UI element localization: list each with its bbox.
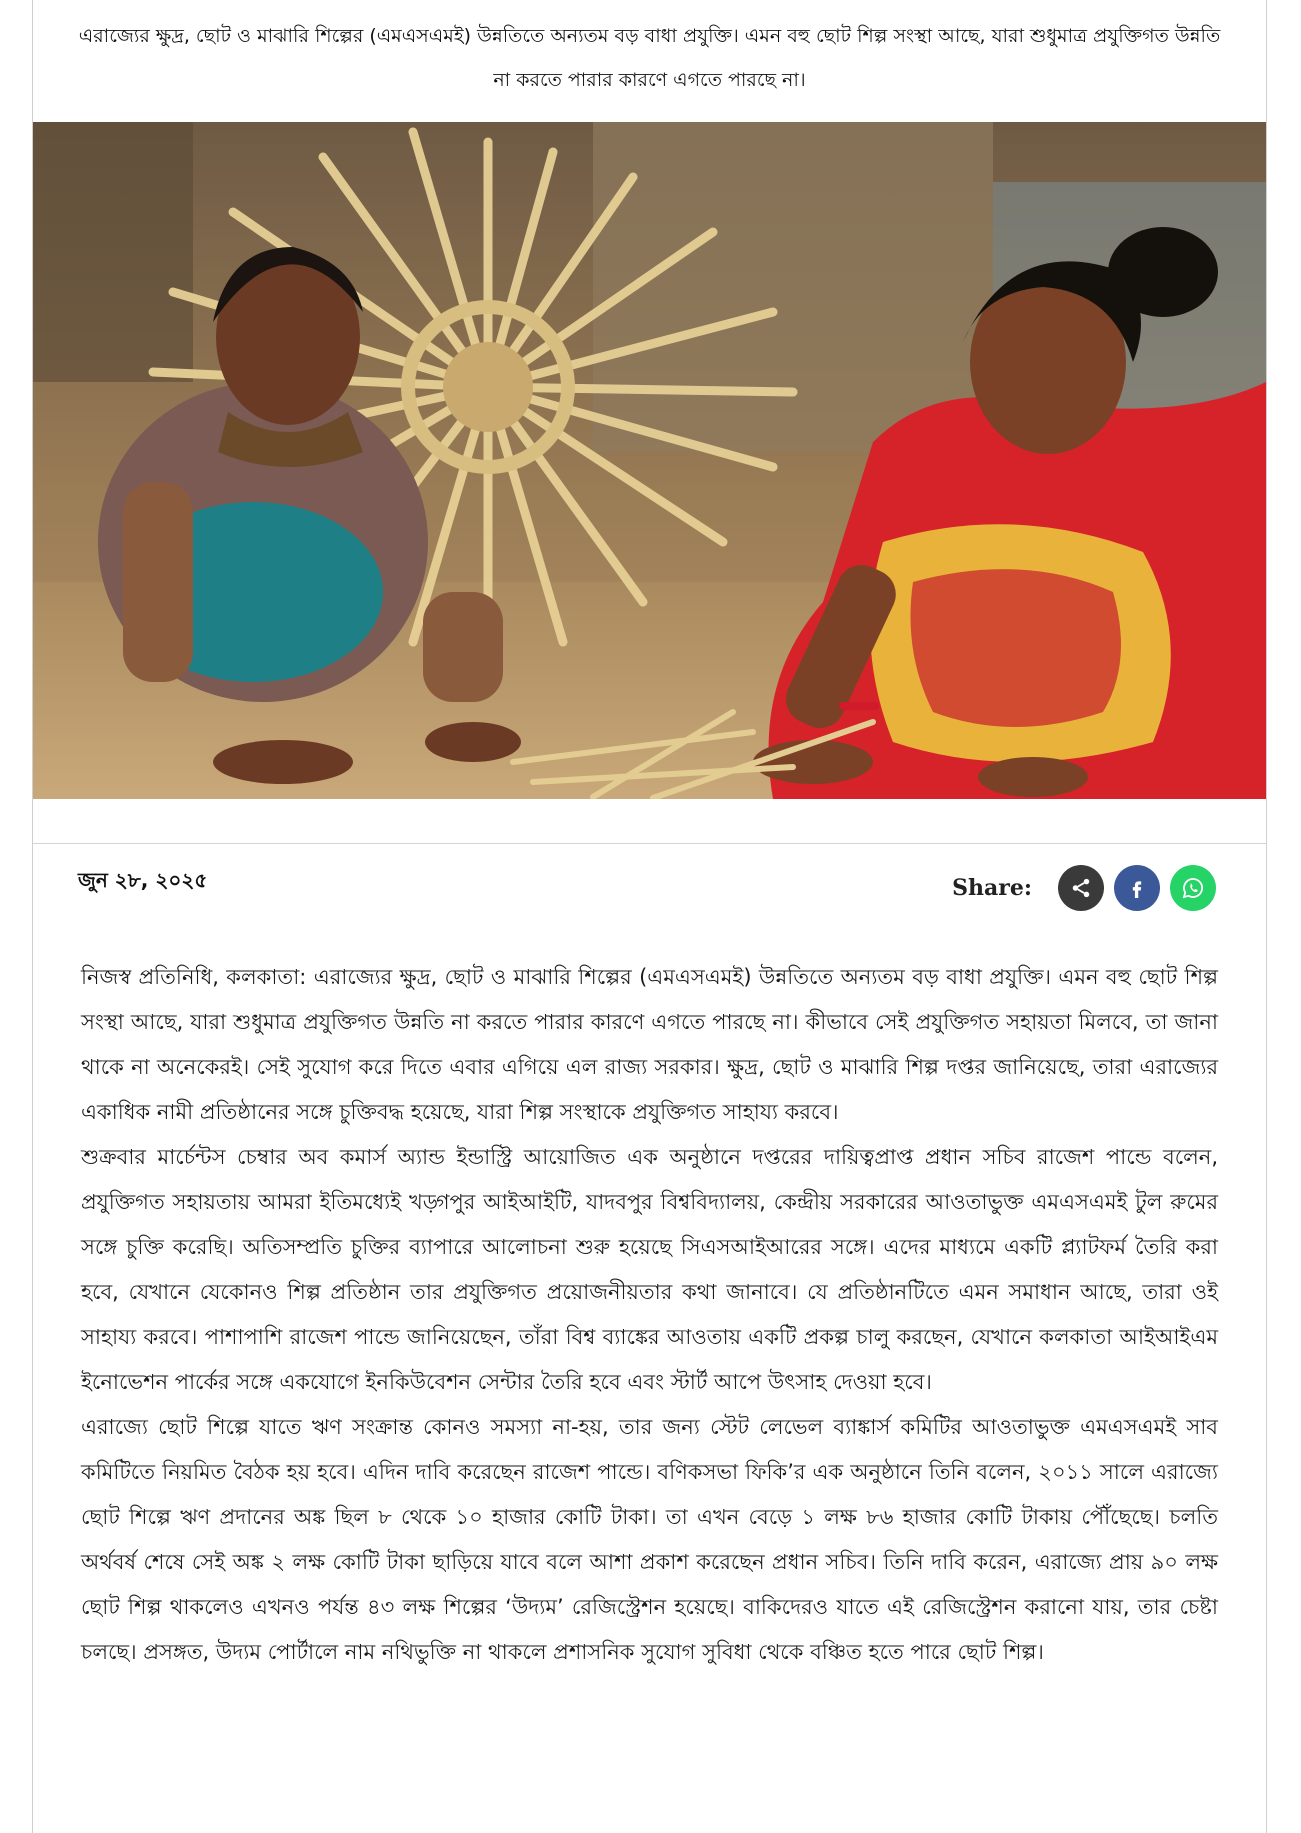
image-caption: এরাজ্যের ক্ষুদ্র, ছোট ও মাঝারি শিল্পের (এমএসএমই) উন্নতিতে অন্যতম বড় বাধা প্রযুক্তি। এমন বহু ছোট শিল্প সংস্থা আছে, যারা শুধুমাত্র প্রযুক্তিগত উন্নতি না করতে পারার কারণে এগতে পারছে না। bbox=[78, 25, 1221, 91]
hero-image bbox=[33, 122, 1266, 799]
facebook-share-button[interactable] bbox=[1114, 865, 1160, 911]
hero-illustration bbox=[33, 122, 1266, 799]
article-paragraph: নিজস্ব প্রতিনিধি, কলকাতা: এরাজ্যের ক্ষুদ্র, ছোট ও মাঝারি শিল্পের (এমএসএমই) উন্নতিতে অন্যতম বড় বাধা প্রযুক্তি। এমন বহু ছোট শিল্প সংস্থা আছে, যারা শুধুমাত্র প্রযুক্তিগত উন্নতি না করতে পারার কারণে এগতে পারছে না। কীভাবে সেই প্রযুক্তিগত সহায়তা মিলবে, তা জানা থাকে না অনেকেরই। সেই সুযোগ করে দিতে এবার এগিয়ে এল রাজ্য সরকার। ক্ষুদ্র, ছোট ও মাঝারি শিল্প দপ্তর জানিয়েছে, তারা এরাজ্যের একাধিক নামী প্রতিষ্ঠানের সঙ্গে চুক্তিবদ্ধ হয়েছে, যারা শিল্প সংস্থাকে প্রযুক্তিগত সাহায্য করবে। bbox=[81, 965, 1218, 1124]
whatsapp-share-button[interactable] bbox=[1170, 865, 1216, 911]
facebook-icon bbox=[1127, 877, 1147, 899]
article-container bbox=[32, 0, 1267, 1833]
share-button[interactable] bbox=[1058, 865, 1104, 911]
share-icon bbox=[1070, 877, 1092, 899]
article-body bbox=[81, 955, 1218, 1675]
whatsapp-icon bbox=[1181, 876, 1205, 900]
publish-date: জুন ২৮, ২০২৫ bbox=[78, 868, 208, 892]
article-paragraph: শুক্রবার মার্চেন্টস চেম্বার অব কমার্স অ্যান্ড ইন্ডাস্ট্রি আয়োজিত এক অনুষ্ঠানে দপ্তরের দায়িত্বপ্রাপ্ত প্রধান সচিব রাজেশ পান্ডে বলেন, প্রযুক্তিগত সহায়তায় আমরা ইতিমধ্যেই খড়্গপুর আইআইটি, যাদবপুর বিশ্ববিদ্যালয়, কেন্দ্রীয় সরকারের আওতাভুক্ত এমএসএমই টুল রুমের সঙ্গে চুক্তি করেছি। অতিসম্প্রতি চুক্তির ব্যাপারে আলোচনা শুরু হয়েছে সিএসআইআরের সঙ্গে। এদের মাধ্যমে একটি প্ল্যাটফর্ম তৈরি করা হবে, যেখানে যেকোনও শিল্প প্রতিষ্ঠান তার প্রযুক্তিগত প্রয়োজনীয়তার কথা জানাবে। যে প্রতিষ্ঠানটিতে এমন সমাধান আছে, তারা ওই সাহায্য করবে। পাশাপাশি রাজেশ পান্ডে জানিয়েছেন, তাঁরা বিশ্ব ব্যাঙ্কের আওতায় একটি প্রকল্প চালু করছেন, যেখানে কলকাতা আইআইএম ইনোভেশন পার্কের সঙ্গে একযোগে ইনকিউবেশন সেন্টার তৈরি হবে এবং স্টার্ট আপে উৎসাহ দেওয়া হবে। bbox=[81, 1145, 1218, 1394]
article-paragraph: এরাজ্যে ছোট শিল্পে যাতে ঋণ সংক্রান্ত কোনও সমস্যা না-হয়, তার জন্য স্টেট লেভেল ব্যাঙ্কার্স কমিটির আওতাভুক্ত এমএসএমই সাব কমিটিতে নিয়মিত বৈঠক হয় হবে। এদিন দাবি করেছেন রাজেশ পান্ডে। বণিকসভা ফিকি’র এক অনুষ্ঠানে তিনি বলেন, ২০১১ সালে এরাজ্যে ছোট শিল্পে ঋণ প্রদানের অঙ্ক ছিল ৮ থেকে ১০ হাজার কোটি টাকা। তা এখন বেড়ে ১ লক্ষ ৮৬ হাজার কোটি টাকায় পৌঁছেছে। চলতি অর্থবর্ষ শেষে সেই অঙ্ক ২ লক্ষ কোটি টাকা ছাড়িয়ে যাবে বলে আশা প্রকাশ করেছেন প্রধান সচিব। তিনি দাবি করেন, এরাজ্যে প্রায় ৯০ লক্ষ ছোট শিল্প থাকলেও এখনও পর্যন্ত ৪৩ লক্ষ শিল্পের ‘উদ্যম’ রেজিস্ট্রেশন হয়েছে। বাকিদেরও যাতে এই রেজিস্ট্রেশন করানো যায়, তার চেষ্টা চলছে। প্রসঙ্গত, উদ্যম পোর্টালে নাম নথিভুক্তি না থাকলে প্রশাসনিক সুযোগ সুবিধা থেকে বঞ্চিত হতে পারে ছোট শিল্প। bbox=[81, 1415, 1218, 1664]
share-label: Share: bbox=[952, 875, 1032, 901]
section-divider bbox=[33, 843, 1266, 844]
share-bar bbox=[952, 865, 1216, 911]
